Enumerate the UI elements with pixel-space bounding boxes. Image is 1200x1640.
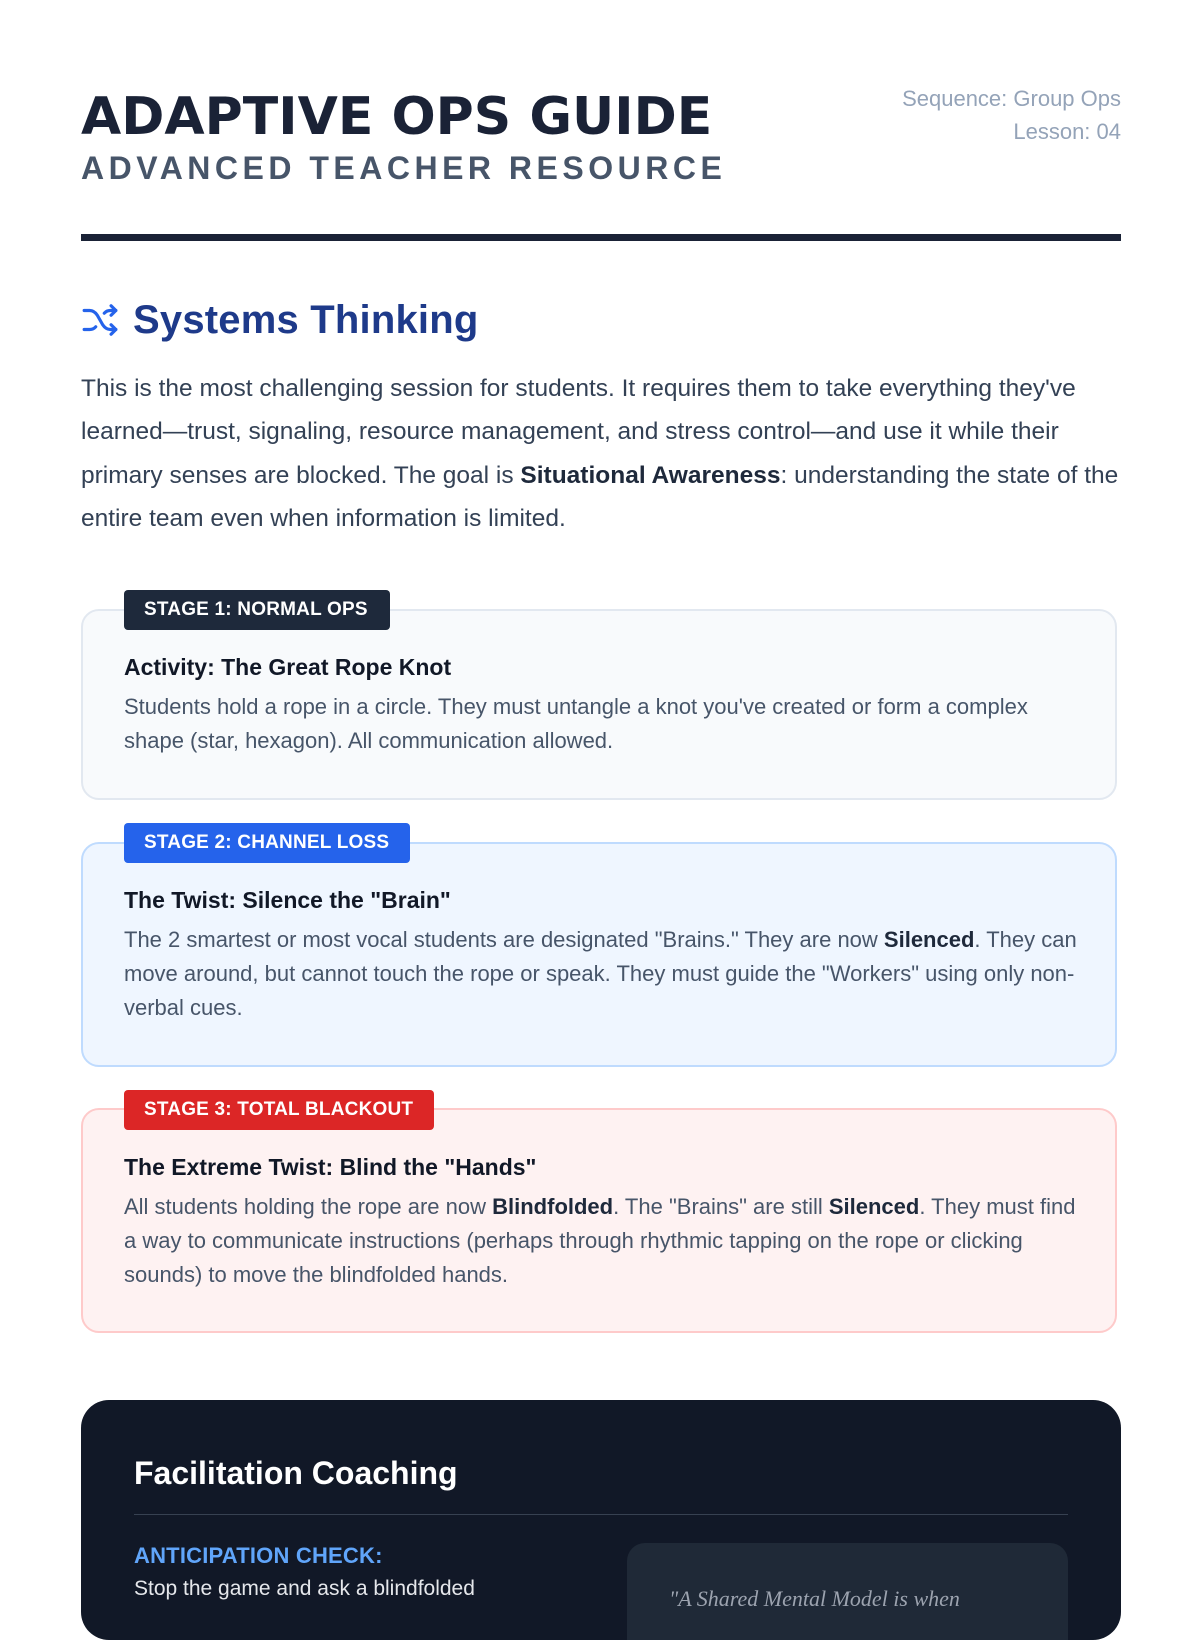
- section-title: Systems Thinking: [133, 297, 479, 342]
- facilitation-panel: [81, 1400, 1121, 1640]
- page-subtitle: ADVANCED TEACHER RESOURCE: [81, 150, 727, 186]
- stage-2-body-text-end: . They can move around, but cannot touch the rope or speak. They must guide the "Workers" using only non-verbal cues.: [124, 927, 1077, 1020]
- lesson-meta: [902, 82, 1121, 148]
- stage-3-body-text-end: . They must find a way to communicate instructions (perhaps through rhythmic tapping on the rope or clicking sounds) to move the blindfolded hands.: [124, 1194, 1076, 1287]
- stage-3-tag: STAGE 3: TOTAL BLACKOUT: [124, 1090, 434, 1130]
- stage-3-body-text-2: . The "Brains" are still: [613, 1194, 829, 1219]
- intro-text-end: : understanding the state of the entire team even when information is limited.: [81, 461, 1119, 533]
- stage-3-emphasis-2: Silenced: [828, 1194, 920, 1219]
- intro-text: This is the most challenging session for students. It requires them to take everything they've learned—trust, signaling, resource management, and stress control—and use it while their primary senses are blocked. The goal is: [81, 375, 1076, 489]
- lesson-label: Lesson: 04: [1013, 119, 1121, 144]
- intro-emphasis: Situational Awareness: [520, 461, 781, 489]
- stage-2-title: The Twist: Silence the "Brain": [124, 887, 451, 913]
- stage-3-emphasis-1: Blindfolded: [492, 1194, 614, 1219]
- header-divider: [81, 234, 1121, 241]
- quote-box: [627, 1543, 1068, 1640]
- coaching-title: Facilitation Coaching: [134, 1455, 458, 1491]
- anticipation-label: ANTICIPATION CHECK:: [134, 1543, 383, 1568]
- quote-text: "A Shared Mental Model is when: [669, 1586, 960, 1611]
- section-heading: [81, 298, 479, 342]
- anticipation-text: Stop the game and ask a blindfolded: [134, 1577, 475, 1600]
- stage-3-body-text: All students holding the rope are now: [124, 1194, 493, 1219]
- stage-1-title: Activity: The Great Rope Knot: [124, 654, 452, 680]
- shuffle-icon: [81, 301, 119, 339]
- stage-2-emphasis: Silenced: [883, 927, 975, 952]
- stage-2-body-text: The 2 smartest or most vocal students are designated "Brains." They are now: [124, 927, 884, 952]
- stage-2-body: [124, 923, 1084, 1025]
- stage-1-body: Students hold a rope in a circle. They must untangle a knot you've created or form a complex shape (star, hexagon). All communication allowed.: [124, 694, 1028, 753]
- stage-2-tag: STAGE 2: CHANNEL LOSS: [124, 823, 410, 863]
- page-title: ADAPTIVE OPS GUIDE: [81, 87, 713, 147]
- intro-paragraph: [81, 367, 1126, 541]
- sequence-label: Sequence: Group Ops: [902, 86, 1121, 111]
- stage-1-tag: STAGE 1: NORMAL OPS: [124, 590, 390, 630]
- stage-3-title: The Extreme Twist: Blind the "Hands": [124, 1154, 537, 1180]
- stage-3-body: [124, 1190, 1084, 1292]
- coaching-divider: [134, 1514, 1068, 1515]
- header: [81, 82, 1121, 242]
